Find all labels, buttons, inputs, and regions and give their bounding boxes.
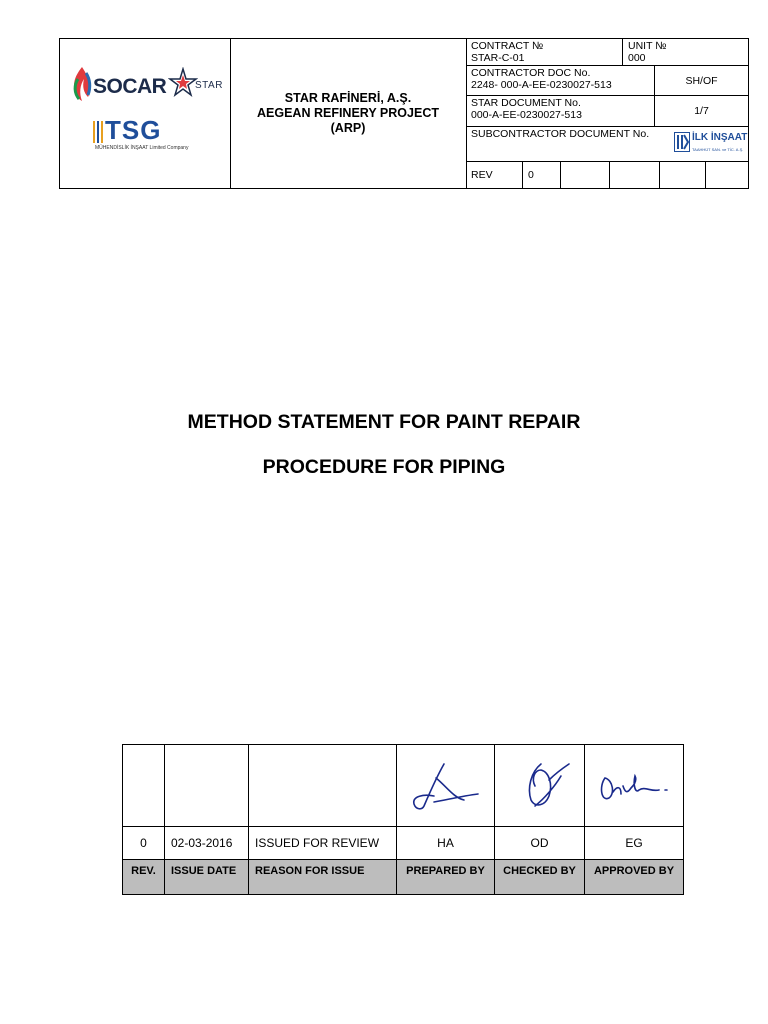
document-header (59, 38, 749, 189)
socar-logo (70, 65, 223, 109)
ilk-insaat-logo (674, 131, 748, 153)
rev-blank-1 (560, 162, 609, 188)
approved-by-signature (585, 745, 684, 827)
rev-blank-2 (609, 162, 659, 188)
star-wordmark: STAR (195, 80, 223, 91)
tsg-subtitle: MÜHENDİSLİK İNŞAAT Limited Company (95, 145, 189, 151)
contractor-doc-value: 2248- 000-A-EE-0230027-513 (471, 79, 612, 91)
signature-row (123, 745, 684, 827)
contract-label: CONTRACT № (471, 40, 544, 52)
ilk-wordmark: İLK İNŞAAT (692, 132, 748, 143)
approved-signature-image (591, 756, 677, 816)
reason-for-issue: ISSUED FOR REVIEW (249, 827, 397, 860)
prepared-by: HA (397, 827, 495, 860)
bars-icon (93, 119, 105, 145)
checked-signature-image (505, 756, 575, 816)
prepared-signature-image (406, 756, 486, 816)
document-info-grid (466, 39, 748, 188)
checked-by-column-label: CHECKED BY (495, 860, 585, 895)
document-title-line-1: METHOD STATEMENT FOR PAINT REPAIR (187, 411, 581, 433)
revision-row (123, 827, 684, 860)
rev-blank-4 (705, 162, 748, 188)
project-abbreviation: (ARP) (330, 121, 366, 135)
signature-cell-rev (123, 745, 165, 827)
star-doc-cell (466, 96, 654, 127)
rev-blank-3 (659, 162, 705, 188)
issue-date-column-label: ISSUE DATE (165, 860, 249, 895)
company-name: STAR RAFİNERİ, A.Ş. (284, 91, 412, 105)
star-doc-label: STAR DOCUMENT No. (471, 97, 581, 109)
tsg-wordmark: TSG (105, 115, 162, 145)
rev-number: 0 (123, 827, 165, 860)
sheet-value: 1/7 (654, 96, 748, 127)
prepared-by-column-label: PREPARED BY (397, 860, 495, 895)
revision-label-row (123, 860, 684, 895)
rev-label: REV (471, 169, 493, 181)
project-title-cell (230, 39, 467, 188)
issue-date: 02-03-2016 (165, 827, 249, 860)
project-name: AEGEAN REFINERY PROJECT (257, 106, 439, 120)
contractor-doc-cell (466, 66, 654, 96)
revision-table (122, 744, 684, 895)
star-icon (168, 67, 198, 97)
unit-cell (622, 39, 748, 66)
reason-column-label: REASON FOR ISSUE (249, 860, 397, 895)
sheet-label: SH/OF (654, 66, 748, 96)
checked-by: OD (495, 827, 585, 860)
unit-value: 000 (628, 52, 646, 64)
approved-by-column-label: APPROVED BY (585, 860, 684, 895)
checked-by-signature (495, 745, 585, 827)
ilk-mark-icon (674, 132, 690, 152)
tsg-logo (95, 117, 195, 153)
signature-cell-date (165, 745, 249, 827)
contractor-doc-label: CONTRACTOR DOC No. (471, 67, 591, 79)
unit-label: UNIT № (628, 40, 667, 52)
logo-cell (60, 39, 231, 188)
signature-cell-reason (249, 745, 397, 827)
document-title-line-2: PROCEDURE FOR PIPING (262, 456, 506, 478)
flame-icon (70, 65, 94, 103)
subcontractor-doc-label: SUBCONTRACTOR DOCUMENT No. (471, 128, 650, 140)
ilk-subtitle: TAAHHÜT SAN. ve TİC. A.Ş. (692, 147, 744, 152)
contract-value: STAR-C-01 (471, 52, 525, 64)
socar-wordmark: SOCAR (93, 75, 167, 98)
rev-value: 0 (522, 162, 560, 188)
prepared-by-signature (397, 745, 495, 827)
star-doc-value: 000-A-EE-0230027-513 (471, 109, 582, 121)
contract-cell (466, 39, 622, 66)
approved-by: EG (585, 827, 684, 860)
subcontractor-doc-cell (466, 127, 748, 162)
rev-column-label: REV. (123, 860, 165, 895)
